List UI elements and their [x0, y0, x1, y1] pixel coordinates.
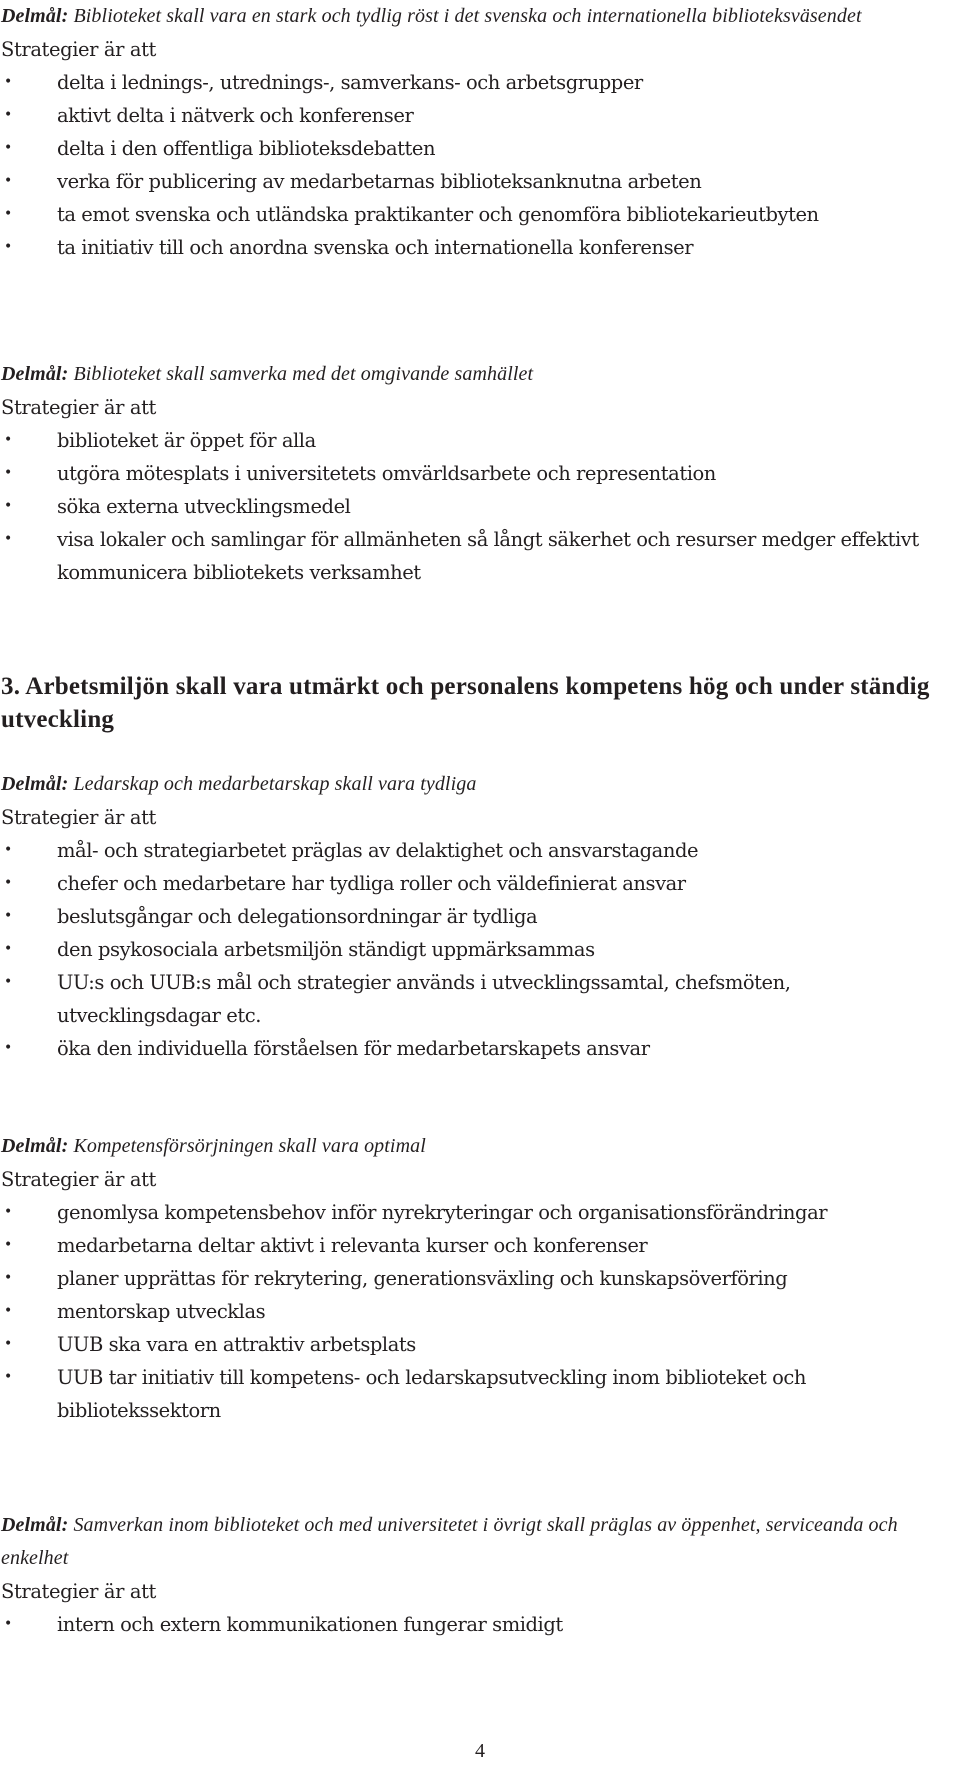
goal-prefix: Delmål:	[1, 773, 69, 795]
strategy-list	[1, 1196, 949, 1427]
list-item: • delta i lednings-, utrednings-, samverkans- och arbetsgrupper	[1, 66, 949, 99]
page-title: 3. Arbetsmiljön skall vara utmärkt och personalens kompetens hög och under ständig utveckling	[1, 673, 930, 733]
bullet-icon: •	[4, 498, 12, 514]
bullet-icon: •	[4, 74, 12, 90]
list-item: • beslutsgångar och delegationsordningar är tydliga	[1, 900, 949, 933]
bullet-icon: •	[4, 432, 12, 448]
goal-text: Kompetensförsörjningen skall vara optimal	[68, 1135, 426, 1157]
bullet-icon: •	[4, 1270, 12, 1286]
bullet-icon: •	[4, 140, 12, 156]
bullet-icon: •	[4, 875, 12, 891]
bullet-icon: •	[4, 1369, 12, 1385]
bullet-icon: •	[4, 908, 12, 924]
list-item: • ta initiativ till och anordna svenska och internationella konferenser	[1, 231, 949, 264]
goal-prefix: Delmål:	[1, 1135, 69, 1157]
list-item: • delta i den offentliga biblioteksdebatten	[1, 132, 949, 165]
bullet-icon: •	[4, 941, 12, 957]
goal-prefix: Delmål:	[1, 363, 69, 385]
strategy-list	[1, 66, 949, 264]
list-item: • öka den individuella förståelsen för medarbetarskapets ansvar	[1, 1032, 949, 1065]
bullet-icon: •	[4, 107, 12, 123]
bullet-icon: •	[4, 1237, 12, 1253]
bullet-icon: •	[4, 974, 12, 990]
list-item: • chefer och medarbetare har tydliga roller och väldefinierat ansvar	[1, 867, 949, 900]
goal-prefix: Delmål:	[1, 1514, 69, 1536]
bullet-icon: •	[4, 239, 12, 255]
goal-heading	[1, 1130, 949, 1163]
list-item: • den psykosociala arbetsmiljön ständigt uppmärksammas	[1, 933, 949, 966]
goal-section-leadership	[1, 768, 949, 1065]
list-item: • UU:s och UUB:s mål och strategier används i utvecklingssamtal, chefsmöten, utvecklingsdagar etc.	[1, 966, 949, 1032]
goal-prefix: Delmål:	[1, 5, 69, 27]
page-number: 4	[475, 1740, 485, 1762]
bullet-icon: •	[4, 1040, 12, 1056]
list-item: • verka för publicering av medarbetarnas biblioteksanknutna arbeten	[1, 165, 949, 198]
goal-heading	[1, 358, 949, 391]
list-item: • intern och extern kommunikationen fungerar smidigt	[1, 1608, 949, 1641]
list-item: • utgöra mötesplats i universitetets omvärldsarbete och representation	[1, 457, 949, 490]
bullet-icon: •	[4, 1303, 12, 1319]
strategy-intro: Strategier är att	[1, 1580, 156, 1603]
bullet-icon: •	[4, 1616, 12, 1632]
goal-heading	[1, 0, 949, 33]
goal-section-voice	[1, 0, 949, 264]
strategy-list	[1, 424, 949, 589]
list-item: • aktivt delta i nätverk och konferenser	[1, 99, 949, 132]
strategy-intro: Strategier är att	[1, 38, 156, 61]
goal-section-society	[1, 358, 949, 589]
strategy-intro: Strategier är att	[1, 1168, 156, 1191]
list-item: • mål- och strategiarbetet präglas av delaktighet och ansvarstagande	[1, 834, 949, 867]
goal-heading	[1, 768, 949, 801]
goal-section-competence	[1, 1130, 949, 1427]
strategy-intro: Strategier är att	[1, 396, 156, 419]
list-item: • genomlysa kompetensbehov inför nyrekryteringar och organisationsförändringar	[1, 1196, 949, 1229]
goal-text: Samverkan inom biblioteket och med universitetet i övrigt skall präglas av öppenhet, serviceanda och enkelhet	[1, 1514, 898, 1569]
bullet-icon: •	[4, 173, 12, 189]
list-item: • UUB tar initiativ till kompetens- och ledarskapsutveckling inom biblioteket och bibliotekssektorn	[1, 1361, 949, 1427]
bullet-icon: •	[4, 1336, 12, 1352]
bullet-icon: •	[4, 1204, 12, 1220]
goal-text: Ledarskap och medarbetarskap skall vara tydliga	[68, 773, 477, 795]
list-item: • UUB ska vara en attraktiv arbetsplats	[1, 1328, 949, 1361]
bullet-icon: •	[4, 206, 12, 222]
goal-section-collaboration	[1, 1509, 949, 1641]
list-item: • söka externa utvecklingsmedel	[1, 490, 949, 523]
strategy-list	[1, 1608, 949, 1641]
bullet-icon: •	[4, 531, 12, 547]
goal-text: Biblioteket skall vara en stark och tydlig röst i det svenska och internationella biblioteksväsendet	[68, 5, 862, 27]
list-item: • planer upprättas för rekrytering, generationsväxling och kunskapsöverföring	[1, 1262, 949, 1295]
strategy-intro: Strategier är att	[1, 806, 156, 829]
list-item: • medarbetarna deltar aktivt i relevanta kurser och konferenser	[1, 1229, 949, 1262]
bullet-icon: •	[4, 842, 12, 858]
list-item: • ta emot svenska och utländska praktikanter och genomföra bibliotekarieutbyten	[1, 198, 949, 231]
list-item: • biblioteket är öppet för alla	[1, 424, 949, 457]
goal-text: Biblioteket skall samverka med det omgivande samhället	[68, 363, 534, 385]
list-item: • mentorskap utvecklas	[1, 1295, 949, 1328]
main-heading-block	[1, 670, 949, 736]
goal-heading	[1, 1509, 949, 1575]
bullet-icon: •	[4, 465, 12, 481]
strategy-list	[1, 834, 949, 1065]
list-item: • visa lokaler och samlingar för allmänheten så långt säkerhet och resurser medger effektivt kommunicera bibliotekets verksamhet	[1, 523, 949, 589]
